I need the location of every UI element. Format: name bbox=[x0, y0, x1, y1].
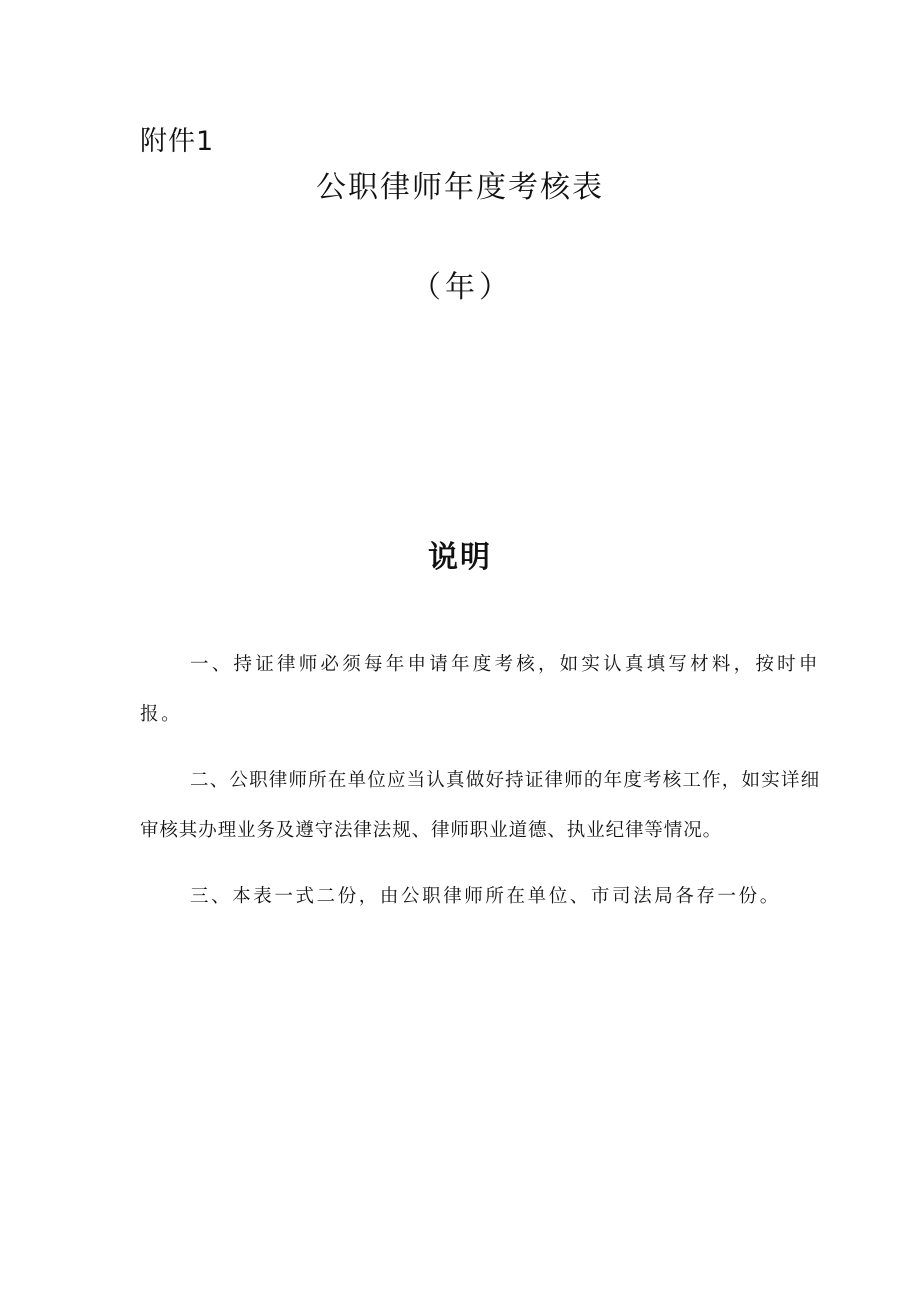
year-open-paren: （ bbox=[411, 270, 441, 305]
year-line bbox=[0, 266, 920, 310]
year-close-paren: ） bbox=[479, 270, 509, 305]
document-title: 公职律师年度考核表 bbox=[316, 170, 604, 205]
attachment-label: 附件1 bbox=[140, 126, 215, 157]
instructions-list bbox=[140, 640, 820, 938]
year-word: 年 bbox=[445, 270, 475, 305]
instructions-heading: 说明 bbox=[428, 540, 492, 575]
instruction-item-2: 二、公职律师所在单位应当认真做好持证律师的年度考核工作，如实详细审核其办理业务及遵守法律法规、律师职业道德、执业纪律等情况。 bbox=[140, 770, 820, 841]
instruction-item-1: 一、持证律师必须每年申请年度考核，如实认真填写材料，按时申报。 bbox=[140, 654, 820, 725]
instruction-item-3: 三、本表一式二份，由公职律师所在单位、市司法局各存一份。 bbox=[190, 886, 781, 907]
